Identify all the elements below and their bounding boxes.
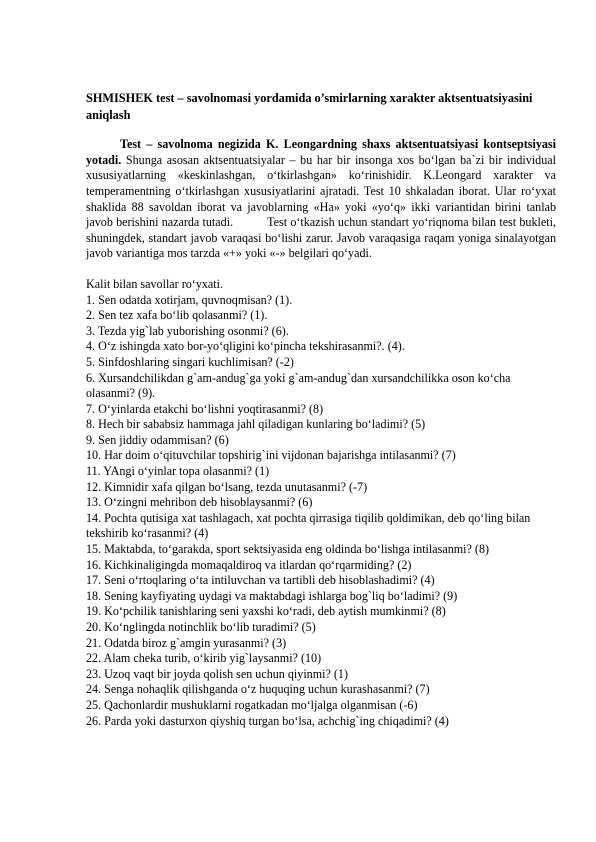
intro-body-2: Test o‘tkazish uchun standart yo‘riqnoma bilan test bukleti, shuningdek, standart javob varaqasi bo‘lishi zarur. Javob varaqasiga raqam yoniga sinalayotgan javob variantiga mos tarzda «+» yoki «-» belgilari qo‘yadi.	[86, 215, 556, 261]
question-item: 15. Maktabda, to‘garakda, sport sektsiyasida eng oldinda bo‘lishga intilasanmi? (8)	[86, 542, 490, 557]
question-item: 4. O‘z ishingda xato bor-yo‘qligini ko‘pincha tekshirasanmi?. (4).	[86, 339, 405, 354]
key-heading: Kalit bilan savollar ro‘yxati.	[86, 276, 224, 291]
question-item: 1. Sen odatda xotirjam, quvnoqmisan? (1).	[86, 292, 293, 307]
question-item: 13. O‘zingni mehribon deb hisoblaysanmi? (6)	[86, 495, 313, 510]
question-item: 10. Har doim o‘qituvchilar topshirig`ini vijdonan bajarishga intilasanmi? (7)	[86, 448, 456, 463]
question-item: 21. Odatda biroz g`amgin yurasanmi? (3)	[86, 635, 287, 650]
question-item: 23. Uzoq vaqt bir joyda qolish sen uchun qiyinmi? (1)	[86, 666, 348, 681]
question-item: 17. Seni o‘rtoqlaring o‘ta intiluvchan va tartibli deb hisoblashadimi? (4)	[86, 573, 435, 588]
question-item: 9. Sen jiddiy odammisan? (6)	[86, 432, 229, 447]
questions-list	[86, 293, 556, 730]
question-item: 6. Xursandchilikdan g`am-andug`ga yoki g`am-andug`dan xursandchilikka oson ko‘cha olasanmi? (9).	[86, 370, 511, 401]
question-item: 18. Sening kayfiyating uydagi va maktabdagi ishlarga bog`liq bo‘ladimi? (9)	[86, 588, 458, 603]
question-item: 16. Kichkinaligingda momaqaldiroq va itlardan qo‘rqarmiding? (2)	[86, 557, 412, 572]
question-item: 20. Ko‘nglingda notinchlik bo‘lib turadimi? (5)	[86, 620, 316, 634]
document-title: SHMISHEK test – savolnomasi yordamida o’smirlarning xarakter aktsentuatsiyasini aniqlash	[86, 91, 533, 122]
question-item: 22. Alam cheka turib, o‘kirib yig`laysanmi? (10)	[86, 651, 322, 666]
question-item: 2. Sen tez xafa bo‘lib qolasanmi? (1).	[86, 308, 268, 323]
intro-lead: Test – savolnoma negizida K. Leongardning shaxs aktsentuatsiyasi kontseptsiyasi yotadi.	[86, 137, 556, 167]
question-item: 11. YAngi o‘yinlar topa olasanmi? (1)	[86, 464, 270, 479]
question-item: 5. Sinfdoshlaring singari kuchlimisan? (-2)	[86, 354, 294, 369]
intro-body-1: Shunga asosan aktsentuatsiyalar – bu har bir insonga xos bo‘lgan ba`zi bir individual xususiyatlarning «keskinlashgan, o‘tkirlashgan» ko‘rinishidir. K.Leongard xarakter va temperamentning o‘tkirlashgan xususiyatlarini ajratadi. Test 10 shkaladan iborat. Ular ro‘yxat shaklida 88 savoldan iborat va javoblarning «Ha» yoki «yo‘q» ikki variantidan birini tanlab javob berishini nazarda tutadi.	[86, 152, 556, 230]
intro-paragraph	[86, 137, 556, 262]
question-item: 26. Parda yoki dasturxon qiyshiq turgan bo‘lsa, achchig`ing chiqadimi? (4)	[86, 713, 449, 728]
question-item: 14. Pochta qutisiga xat tashlagach, xat pochta qirrasiga tiqilib qoldimikan, deb qo‘ling bilan tekshirib ko‘rasanmi? (4)	[86, 510, 531, 541]
question-item: 25. Qachonlardir mushuklarni rogatkadan mo‘ljalga olganmisan (-6)	[86, 697, 418, 712]
question-item: 24. Senga nohaqlik qilishganda o‘z huquqing uchun kurashasanmi? (7)	[86, 682, 430, 697]
question-item: 8. Hech bir sababsiz hammaga jahl qiladigan kunlaring bo‘ladimi? (5)	[86, 417, 426, 432]
question-item: 12. Kimnidir xafa qilgan bo‘lsang, tezda unutasanmi? (-7)	[86, 479, 368, 494]
question-item: 19. Ko‘pchilik tanishlaring seni yaxshi ko‘radi, deb aytish mumkinmi? (8)	[86, 604, 446, 619]
document-page	[86, 90, 556, 729]
question-item: 7. O‘yinlarda etakchi bo‘lishni yoqtirasanmi? (8)	[86, 401, 324, 416]
question-item: 3. Tezda yig`lab yuborishing osonmi? (6).	[86, 323, 289, 338]
